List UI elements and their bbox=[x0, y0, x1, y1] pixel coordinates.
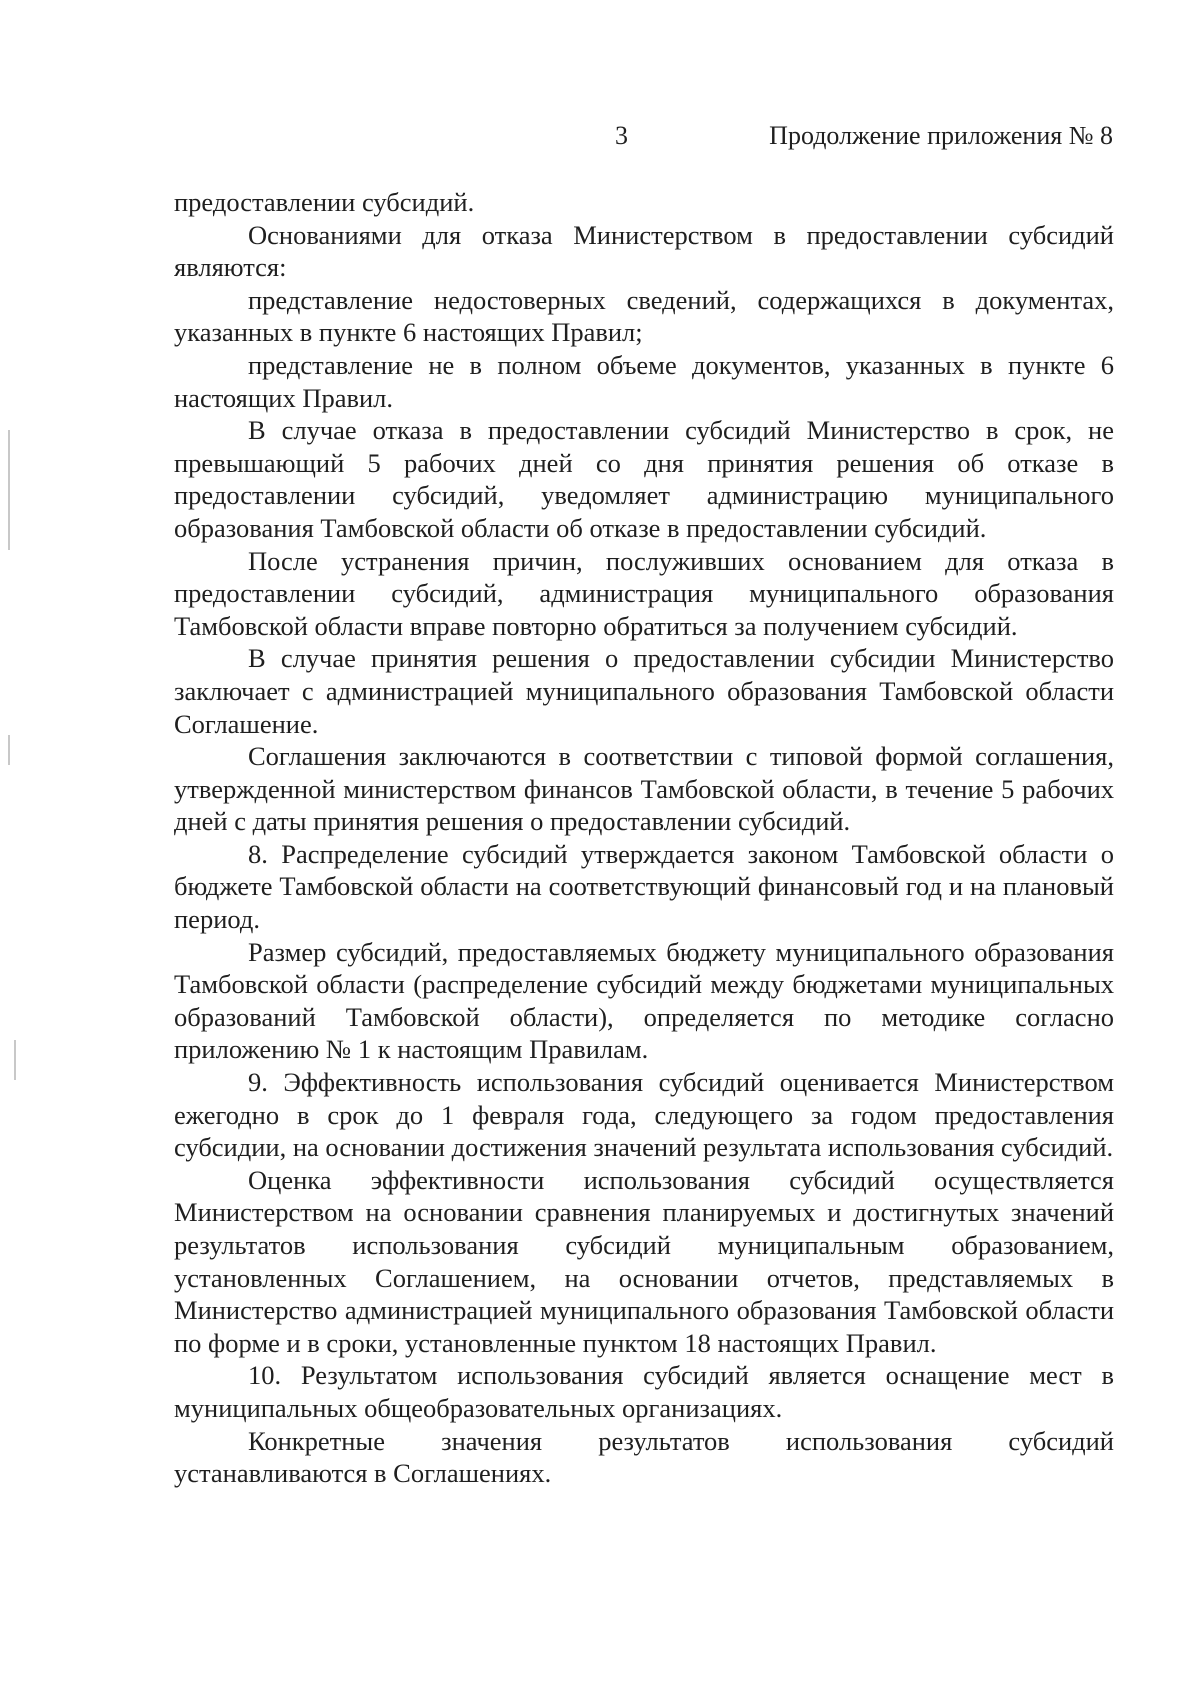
page-number: 3 bbox=[615, 121, 628, 150]
document-body bbox=[174, 186, 1114, 1490]
page-header bbox=[0, 118, 1200, 154]
paragraph: Основаниями для отказа Министерством в предоставлении субсидий являются: bbox=[174, 219, 1114, 283]
paragraph: Конкретные значения результатов использования субсидий устанавливаются в Соглашениях. bbox=[174, 1425, 1114, 1489]
paragraph: Размер субсидий, предоставляемых бюджету муниципального образования Тамбовской области (распределение субсидий между бюджетами муниципальных образований Тамбовской области), определяется по методике согласно приложению № 1 к настоящим Правилам. bbox=[174, 936, 1114, 1065]
scan-margin-mark bbox=[14, 1040, 16, 1080]
paragraph: Оценка эффективности использования субсидий осуществляется Министерством на основании сравнения планируемых и достигнутых значений результатов использования субсидий муниципальным образованием, установленных Соглашением, на основании отчетов, представляемых в Министерство администрацией муниципального образования Тамбовской области по форме и в сроки, установленные пунктом 18 настоящих Правил. bbox=[174, 1164, 1114, 1358]
paragraph: 8. Распределение субсидий утверждается законом Тамбовской области о бюджете Тамбовской области на соответствующий финансовый год и на плановый период. bbox=[174, 838, 1114, 935]
appendix-continuation-label: Продолжение приложения № 8 bbox=[769, 121, 1113, 150]
paragraph: 9. Эффективность использования субсидий оценивается Министерством ежегодно в срок до 1 февраля года, следующего за годом предоставления субсидии, на основании достижения значений результата использования субсидий. bbox=[174, 1067, 1114, 1163]
paragraph: В случае принятия решения о предоставлении субсидии Министерство заключает с администрацией муниципального образования Тамбовской области Соглашение. bbox=[174, 643, 1114, 739]
paragraph: 10. Результатом использования субсидий является оснащение мест в муниципальных общеобразовательных организациях. bbox=[174, 1360, 1114, 1423]
paragraph: Соглашения заключаются в соответствии с типовой формой соглашения, утвержденной министерством финансов Тамбовской области, в течение 5 рабочих дней с даты принятия решения о предоставлении субсидий. bbox=[174, 741, 1114, 837]
paragraph: предоставлении субсидий. bbox=[174, 187, 475, 217]
list-item: представление недостоверных сведений, содержащихся в документах, указанных в пункте 6 настоящих Правил; bbox=[174, 284, 1114, 348]
list-item: представление не в полном объеме документов, указанных в пункте 6 настоящих Правил. bbox=[174, 349, 1114, 413]
paragraph: В случае отказа в предоставлении субсидий Министерство в срок, не превышающий 5 рабочих дней со дня принятия решения об отказе в предоставлении субсидий, уведомляет администрацию муниципального образования Тамбовской области об отказе в предоставлении субсидий. bbox=[174, 415, 1114, 543]
scan-margin-mark bbox=[8, 735, 10, 765]
paragraph: После устранения причин, послуживших основанием для отказа в предоставлении субсидий, администрация муниципального образования Тамбовской области вправе повторно обратиться за получением субсидий. bbox=[174, 545, 1114, 641]
scan-margin-mark bbox=[8, 430, 10, 550]
